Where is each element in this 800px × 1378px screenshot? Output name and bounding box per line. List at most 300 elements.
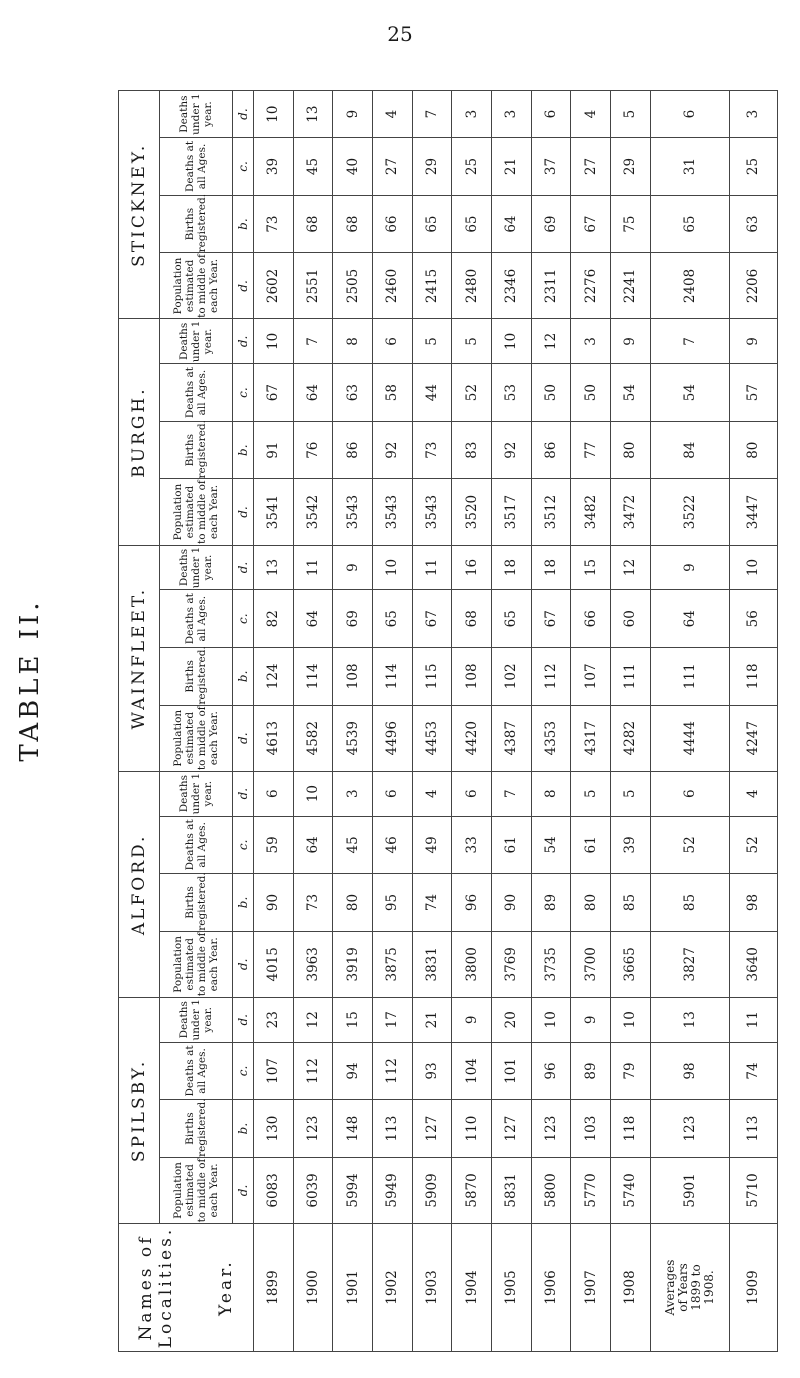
stickney-infant-cell: 3 — [491, 91, 531, 138]
spilsby-population-cell: 5909 — [412, 1157, 452, 1223]
burgh-infant-cell: 10 — [254, 319, 294, 364]
spilsby-column-header-births: Births registered. — [160, 1100, 233, 1158]
spilsby-deaths-cell: 101 — [491, 1042, 531, 1100]
table-row — [293, 91, 333, 1352]
spilsby-population-cell: 5800 — [531, 1157, 571, 1223]
alford-unit-population: d. — [233, 931, 254, 997]
year-cell: 1906 — [531, 1224, 571, 1352]
wainfleet-deaths-cell: 68 — [452, 590, 492, 648]
alford-population-cell: 4015 — [254, 931, 294, 997]
wainfleet-column-header-population: Population estimated to middle of each Year. — [160, 705, 233, 771]
burgh-infant-cell: 6 — [372, 319, 412, 364]
burgh-births-cell: 83 — [452, 421, 492, 479]
wainfleet-infant-cell: 13 — [254, 545, 294, 590]
spilsby-births-cell: 148 — [333, 1100, 373, 1158]
wainfleet-deaths-cell: 66 — [571, 590, 611, 648]
wainfleet-births-cell: 112 — [531, 648, 571, 706]
wainfleet-births-cell: 107 — [571, 648, 611, 706]
spilsby-population-cell: 5770 — [571, 1157, 611, 1223]
wainfleet-deaths-cell: 64 — [293, 590, 333, 648]
stickney-population-cell: 2311 — [531, 253, 571, 319]
wainfleet-population-cell: 4539 — [333, 705, 373, 771]
burgh-unit-births: b. — [233, 421, 254, 479]
wainfleet-average-cell: 64 — [650, 590, 729, 648]
locality-alford: ALFORD. — [119, 771, 160, 997]
stickney-infant-cell: 3 — [452, 91, 492, 138]
alford-deaths-cell: 61 — [491, 816, 531, 874]
burgh-unit-deaths: c. — [233, 364, 254, 422]
table-row — [333, 91, 373, 1352]
stickney-population-cell: 2415 — [412, 253, 452, 319]
burgh-deaths-cell: 50 — [571, 364, 611, 422]
alford-population-cell: 3875 — [372, 931, 412, 997]
wainfleet-unit-population: d. — [233, 705, 254, 771]
alford-unit-infant: d. — [233, 771, 254, 816]
burgh-average-cell: 54 — [650, 364, 729, 422]
burgh-population-cell: 3472 — [610, 479, 650, 545]
spilsby-average-cell: 5901 — [650, 1157, 729, 1223]
spilsby-deaths-cell: 112 — [372, 1042, 412, 1100]
alford-births-cell: 95 — [372, 874, 412, 932]
alford-infant-cell: 3 — [333, 771, 373, 816]
alford-average-cell: 85 — [650, 874, 729, 932]
stickney-average-cell: 65 — [650, 195, 729, 253]
burgh-infant-cell: 8 — [333, 319, 373, 364]
wainfleet-column-header-infant: Deaths under 1 year. — [160, 545, 233, 590]
table-row — [412, 91, 452, 1352]
stickney-births-cell: 73 — [254, 195, 294, 253]
alford-deaths-cell: 39 — [610, 816, 650, 874]
alford-births-cell: 80 — [333, 874, 373, 932]
spilsby-births-cell: 130 — [254, 1100, 294, 1158]
alford-average-cell: 6 — [650, 771, 729, 816]
wainfleet-deaths-cell: 60 — [610, 590, 650, 648]
averages-row — [650, 91, 729, 1352]
wainfleet-deaths-cell: 65 — [491, 590, 531, 648]
burgh-population-cell: 3517 — [491, 479, 531, 545]
spilsby-deaths-cell: 93 — [412, 1042, 452, 1100]
wainfleet-1909-cell: 118 — [729, 648, 777, 706]
stickney-infant-cell: 7 — [412, 91, 452, 138]
alford-population-cell: 3800 — [452, 931, 492, 997]
stickney-1909-cell: 3 — [729, 91, 777, 138]
alford-infant-cell: 5 — [571, 771, 611, 816]
alford-population-cell: 3735 — [531, 931, 571, 997]
stickney-1909-cell: 63 — [729, 195, 777, 253]
alford-deaths-cell: 59 — [254, 816, 294, 874]
table-row — [491, 91, 531, 1352]
alford-deaths-cell: 61 — [571, 816, 611, 874]
vital-statistics-table — [118, 90, 778, 1352]
page-number: 25 — [387, 22, 413, 46]
year-cell: 1905 — [491, 1224, 531, 1352]
spilsby-births-cell: 103 — [571, 1100, 611, 1158]
stickney-deaths-cell: 39 — [254, 138, 294, 196]
spilsby-population-cell: 5831 — [491, 1157, 531, 1223]
stickney-population-cell: 2276 — [571, 253, 611, 319]
burgh-1909-cell: 9 — [729, 319, 777, 364]
wainfleet-deaths-cell: 82 — [254, 590, 294, 648]
table-row — [372, 91, 412, 1352]
alford-infant-cell: 10 — [293, 771, 333, 816]
burgh-infant-cell: 3 — [571, 319, 611, 364]
burgh-infant-cell: 5 — [452, 319, 492, 364]
stickney-deaths-cell: 29 — [610, 138, 650, 196]
burgh-infant-cell: 10 — [491, 319, 531, 364]
stickney-infant-cell: 10 — [254, 91, 294, 138]
burgh-population-cell: 3512 — [531, 479, 571, 545]
wainfleet-population-cell: 4353 — [531, 705, 571, 771]
burgh-deaths-cell: 50 — [531, 364, 571, 422]
spilsby-average-cell: 98 — [650, 1042, 729, 1100]
wainfleet-population-cell: 4317 — [571, 705, 611, 771]
wainfleet-infant-cell: 10 — [372, 545, 412, 590]
wainfleet-infant-cell: 18 — [531, 545, 571, 590]
burgh-births-cell: 92 — [372, 421, 412, 479]
spilsby-column-header-infant: Deaths under 1 year. — [160, 997, 233, 1042]
spilsby-births-cell: 123 — [531, 1100, 571, 1158]
table-row — [610, 91, 650, 1352]
wainfleet-births-cell: 108 — [333, 648, 373, 706]
stickney-births-cell: 65 — [412, 195, 452, 253]
table-row — [452, 91, 492, 1352]
burgh-births-cell: 76 — [293, 421, 333, 479]
burgh-deaths-cell: 67 — [254, 364, 294, 422]
table-row — [254, 91, 294, 1352]
year-cell: 1899 — [254, 1224, 294, 1352]
burgh-infant-cell: 7 — [293, 319, 333, 364]
stickney-population-cell: 2346 — [491, 253, 531, 319]
stickney-column-header-births: Births registered. — [160, 195, 233, 253]
alford-deaths-cell: 46 — [372, 816, 412, 874]
alford-births-cell: 90 — [254, 874, 294, 932]
burgh-deaths-cell: 53 — [491, 364, 531, 422]
locality-burgh: BURGH. — [119, 319, 160, 545]
stickney-average-cell: 2408 — [650, 253, 729, 319]
wainfleet-population-cell: 4582 — [293, 705, 333, 771]
burgh-average-cell: 84 — [650, 421, 729, 479]
alford-population-cell: 3700 — [571, 931, 611, 997]
wainfleet-column-header-deaths: Deaths at all Ages. — [160, 590, 233, 648]
spilsby-unit-deaths: c. — [233, 1042, 254, 1100]
burgh-unit-population: d. — [233, 479, 254, 545]
burgh-population-cell: 3520 — [452, 479, 492, 545]
burgh-births-cell: 86 — [333, 421, 373, 479]
stickney-column-header-deaths: Deaths at all Ages. — [160, 138, 233, 196]
spilsby-deaths-cell: 107 — [254, 1042, 294, 1100]
wainfleet-infant-cell: 18 — [491, 545, 531, 590]
alford-infant-cell: 6 — [254, 771, 294, 816]
wainfleet-column-header-births: Births registered. — [160, 648, 233, 706]
burgh-births-cell: 77 — [571, 421, 611, 479]
burgh-column-header-births: Births registered. — [160, 421, 233, 479]
stickney-column-header-infant: Deaths under 1 year. — [160, 91, 233, 138]
stickney-births-cell: 68 — [293, 195, 333, 253]
spilsby-1909-cell: 11 — [729, 997, 777, 1042]
stickney-infant-cell: 5 — [610, 91, 650, 138]
spilsby-infant-cell: 12 — [293, 997, 333, 1042]
spilsby-births-cell: 110 — [452, 1100, 492, 1158]
wainfleet-births-cell: 111 — [610, 648, 650, 706]
spilsby-population-cell: 5994 — [333, 1157, 373, 1223]
stickney-average-cell: 31 — [650, 138, 729, 196]
spilsby-infant-cell: 23 — [254, 997, 294, 1042]
burgh-1909-cell: 3447 — [729, 479, 777, 545]
alford-unit-births: b. — [233, 874, 254, 932]
spilsby-infant-cell: 9 — [452, 997, 492, 1042]
wainfleet-population-cell: 4420 — [452, 705, 492, 771]
wainfleet-deaths-cell: 67 — [531, 590, 571, 648]
alford-deaths-cell: 33 — [452, 816, 492, 874]
spilsby-average-cell: 123 — [650, 1100, 729, 1158]
stickney-deaths-cell: 37 — [531, 138, 571, 196]
spilsby-deaths-cell: 89 — [571, 1042, 611, 1100]
spilsby-unit-births: b. — [233, 1100, 254, 1158]
spilsby-births-cell: 127 — [491, 1100, 531, 1158]
stickney-deaths-cell: 45 — [293, 138, 333, 196]
wainfleet-population-cell: 4387 — [491, 705, 531, 771]
alford-deaths-cell: 45 — [333, 816, 373, 874]
burgh-population-cell: 3542 — [293, 479, 333, 545]
spilsby-births-cell: 118 — [610, 1100, 650, 1158]
names-of-localities-header: Names of Localities. Year. — [119, 1224, 254, 1352]
stickney-population-cell: 2505 — [333, 253, 373, 319]
spilsby-births-cell: 113 — [372, 1100, 412, 1158]
alford-1909-cell: 3640 — [729, 931, 777, 997]
burgh-average-cell: 7 — [650, 319, 729, 364]
wainfleet-population-cell: 4282 — [610, 705, 650, 771]
year-cell: 1901 — [333, 1224, 373, 1352]
stickney-column-header-population: Population estimated to middle of each Year. — [160, 253, 233, 319]
burgh-deaths-cell: 63 — [333, 364, 373, 422]
burgh-population-cell: 3543 — [412, 479, 452, 545]
burgh-column-header-infant: Deaths under 1 year. — [160, 319, 233, 364]
stickney-deaths-cell: 21 — [491, 138, 531, 196]
wainfleet-deaths-cell: 69 — [333, 590, 373, 648]
spilsby-1909-cell: 5710 — [729, 1157, 777, 1223]
stickney-births-cell: 64 — [491, 195, 531, 253]
alford-population-cell: 3665 — [610, 931, 650, 997]
alford-deaths-cell: 54 — [531, 816, 571, 874]
burgh-births-cell: 86 — [531, 421, 571, 479]
alford-births-cell: 96 — [452, 874, 492, 932]
year-cell: 1902 — [372, 1224, 412, 1352]
table-row — [571, 91, 611, 1352]
spilsby-1909-cell: 74 — [729, 1042, 777, 1100]
alford-column-header-births: Births registered. — [160, 874, 233, 932]
stickney-births-cell: 67 — [571, 195, 611, 253]
alford-births-cell: 89 — [531, 874, 571, 932]
stickney-population-cell: 2480 — [452, 253, 492, 319]
burgh-1909-cell: 80 — [729, 421, 777, 479]
alford-unit-deaths: c. — [233, 816, 254, 874]
wainfleet-average-cell: 4444 — [650, 705, 729, 771]
stickney-population-cell: 2551 — [293, 253, 333, 319]
burgh-1909-cell: 57 — [729, 364, 777, 422]
year-1909-row — [729, 91, 777, 1352]
table-row — [531, 91, 571, 1352]
year-cell: 1903 — [412, 1224, 452, 1352]
wainfleet-births-cell: 124 — [254, 648, 294, 706]
alford-infant-cell: 7 — [491, 771, 531, 816]
spilsby-population-cell: 6083 — [254, 1157, 294, 1223]
wainfleet-population-cell: 4496 — [372, 705, 412, 771]
spilsby-deaths-cell: 112 — [293, 1042, 333, 1100]
wainfleet-average-cell: 9 — [650, 545, 729, 590]
burgh-population-cell: 3543 — [333, 479, 373, 545]
spilsby-infant-cell: 10 — [531, 997, 571, 1042]
wainfleet-unit-deaths: c. — [233, 590, 254, 648]
rotated-table-wrapper — [118, 90, 778, 1352]
alford-births-cell: 73 — [293, 874, 333, 932]
wainfleet-infant-cell: 11 — [293, 545, 333, 590]
wainfleet-1909-cell: 10 — [729, 545, 777, 590]
column-header-row — [160, 91, 233, 1352]
wainfleet-births-cell: 102 — [491, 648, 531, 706]
alford-deaths-cell: 49 — [412, 816, 452, 874]
stickney-1909-cell: 25 — [729, 138, 777, 196]
wainfleet-births-cell: 108 — [452, 648, 492, 706]
averages-label: Averages of Years 1899 to 1908. — [650, 1224, 729, 1352]
wainfleet-population-cell: 4453 — [412, 705, 452, 771]
wainfleet-1909-cell: 4247 — [729, 705, 777, 771]
alford-births-cell: 80 — [571, 874, 611, 932]
burgh-population-cell: 3541 — [254, 479, 294, 545]
alford-column-header-infant: Deaths under 1 year. — [160, 771, 233, 816]
burgh-population-cell: 3482 — [571, 479, 611, 545]
burgh-births-cell: 91 — [254, 421, 294, 479]
alford-infant-cell: 4 — [412, 771, 452, 816]
alford-average-cell: 52 — [650, 816, 729, 874]
stickney-deaths-cell: 29 — [412, 138, 452, 196]
locality-wainfleet: WAINFLEET. — [119, 545, 160, 771]
stickney-unit-deaths: c. — [233, 138, 254, 196]
wainfleet-births-cell: 115 — [412, 648, 452, 706]
alford-births-cell: 90 — [491, 874, 531, 932]
spilsby-unit-infant: d. — [233, 997, 254, 1042]
wainfleet-births-cell: 114 — [372, 648, 412, 706]
stickney-population-cell: 2241 — [610, 253, 650, 319]
year-cell: 1908 — [610, 1224, 650, 1352]
stickney-infant-cell: 4 — [571, 91, 611, 138]
spilsby-deaths-cell: 94 — [333, 1042, 373, 1100]
burgh-column-header-population: Population estimated to middle of each Year. — [160, 479, 233, 545]
wainfleet-deaths-cell: 67 — [412, 590, 452, 648]
alford-1909-cell: 98 — [729, 874, 777, 932]
stickney-births-cell: 75 — [610, 195, 650, 253]
wainfleet-infant-cell: 9 — [333, 545, 373, 590]
spilsby-infant-cell: 9 — [571, 997, 611, 1042]
wainfleet-infant-cell: 16 — [452, 545, 492, 590]
alford-population-cell: 3831 — [412, 931, 452, 997]
stickney-infant-cell: 6 — [531, 91, 571, 138]
alford-population-cell: 3919 — [333, 931, 373, 997]
alford-deaths-cell: 64 — [293, 816, 333, 874]
spilsby-column-header-population: Population estimated to middle of each Year. — [160, 1157, 233, 1223]
spilsby-deaths-cell: 104 — [452, 1042, 492, 1100]
stickney-deaths-cell: 27 — [571, 138, 611, 196]
locality-stickney: STICKNEY. — [119, 91, 160, 320]
spilsby-population-cell: 5949 — [372, 1157, 412, 1223]
burgh-births-cell: 92 — [491, 421, 531, 479]
locality-header-row — [119, 91, 160, 1352]
burgh-infant-cell: 5 — [412, 319, 452, 364]
burgh-deaths-cell: 52 — [452, 364, 492, 422]
stickney-births-cell: 69 — [531, 195, 571, 253]
wainfleet-infant-cell: 15 — [571, 545, 611, 590]
burgh-infant-cell: 9 — [610, 319, 650, 364]
alford-births-cell: 74 — [412, 874, 452, 932]
alford-column-header-deaths: Deaths at all Ages. — [160, 816, 233, 874]
burgh-births-cell: 73 — [412, 421, 452, 479]
stickney-deaths-cell: 40 — [333, 138, 373, 196]
burgh-column-header-deaths: Deaths at all Ages. — [160, 364, 233, 422]
spilsby-infant-cell: 10 — [610, 997, 650, 1042]
spilsby-infant-cell: 20 — [491, 997, 531, 1042]
alford-infant-cell: 8 — [531, 771, 571, 816]
spilsby-average-cell: 13 — [650, 997, 729, 1042]
alford-infant-cell: 6 — [452, 771, 492, 816]
locality-spilsby: SPILSBY. — [119, 997, 160, 1223]
burgh-average-cell: 3522 — [650, 479, 729, 545]
stickney-population-cell: 2460 — [372, 253, 412, 319]
stickney-1909-cell: 2206 — [729, 253, 777, 319]
spilsby-unit-population: d. — [233, 1157, 254, 1223]
stickney-births-cell: 68 — [333, 195, 373, 253]
unit-row — [233, 91, 254, 1352]
alford-infant-cell: 5 — [610, 771, 650, 816]
burgh-births-cell: 80 — [610, 421, 650, 479]
spilsby-population-cell: 5740 — [610, 1157, 650, 1223]
spilsby-column-header-deaths: Deaths at all Ages. — [160, 1042, 233, 1100]
wainfleet-unit-infant: d. — [233, 545, 254, 590]
wainfleet-population-cell: 4613 — [254, 705, 294, 771]
wainfleet-infant-cell: 11 — [412, 545, 452, 590]
burgh-deaths-cell: 58 — [372, 364, 412, 422]
burgh-deaths-cell: 44 — [412, 364, 452, 422]
burgh-unit-infant: d. — [233, 319, 254, 364]
table-title: TABLE II. — [15, 598, 45, 762]
stickney-births-cell: 66 — [372, 195, 412, 253]
stickney-infant-cell: 13 — [293, 91, 333, 138]
spilsby-infant-cell: 17 — [372, 997, 412, 1042]
spilsby-deaths-cell: 79 — [610, 1042, 650, 1100]
spilsby-births-cell: 123 — [293, 1100, 333, 1158]
spilsby-infant-cell: 15 — [333, 997, 373, 1042]
alford-average-cell: 3827 — [650, 931, 729, 997]
burgh-deaths-cell: 64 — [293, 364, 333, 422]
burgh-deaths-cell: 54 — [610, 364, 650, 422]
burgh-population-cell: 3543 — [372, 479, 412, 545]
burgh-infant-cell: 12 — [531, 319, 571, 364]
stickney-births-cell: 65 — [452, 195, 492, 253]
alford-1909-cell: 4 — [729, 771, 777, 816]
spilsby-1909-cell: 113 — [729, 1100, 777, 1158]
year-cell: 1900 — [293, 1224, 333, 1352]
wainfleet-average-cell: 111 — [650, 648, 729, 706]
year-cell: 1907 — [571, 1224, 611, 1352]
stickney-unit-births: b. — [233, 195, 254, 253]
wainfleet-deaths-cell: 65 — [372, 590, 412, 648]
alford-1909-cell: 52 — [729, 816, 777, 874]
alford-population-cell: 3769 — [491, 931, 531, 997]
spilsby-deaths-cell: 96 — [531, 1042, 571, 1100]
table-body — [254, 91, 778, 1352]
alford-column-header-population: Population estimated to middle of each Year. — [160, 931, 233, 997]
stickney-unit-population: d. — [233, 253, 254, 319]
alford-infant-cell: 6 — [372, 771, 412, 816]
wainfleet-infant-cell: 12 — [610, 545, 650, 590]
